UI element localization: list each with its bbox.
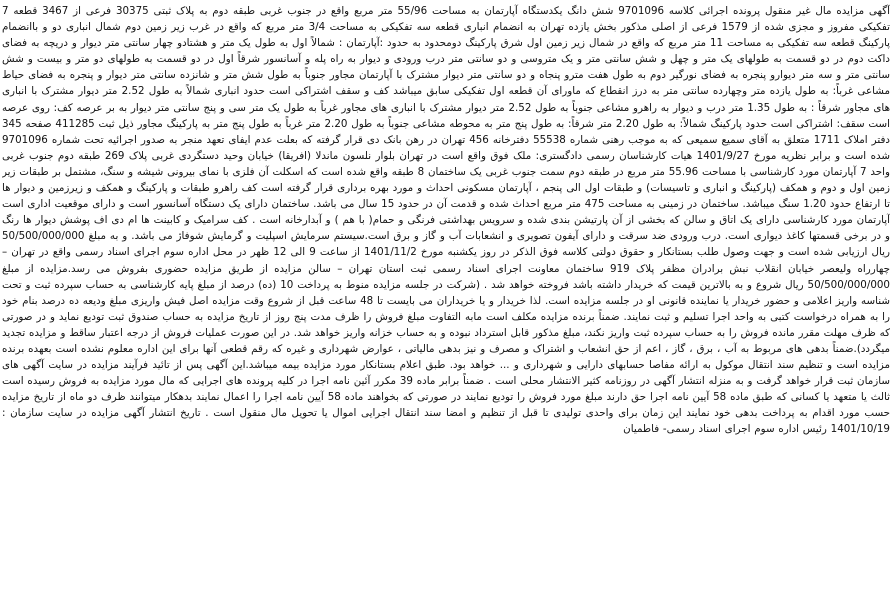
auction-notice-text: آگهی مزایده مال غیر منقول پرونده اجرائی کلاسه 9701096 شش دانگ یکدستگاه آپارتمان به مساحت 55/96 متر مربع واقع در جنوب غربی طبقه دوم به پلاک ثبتی 30375 فرعی از 3467 قطعه 7 تفکیکی مفروز و مجزی شده از 1579 فرعی از اصلی مذکور بخش یازده تهران به انضمام انباری قطعه سه تفکیکی به مساحت 3/4 متر مربع که واقع در غرب زیر زمین دوم شمال انباری دو و باانضمام پارکینگ قطعه سه تفکیکی به مساحت 11 متر مربع که واقع در شمال زیر زمین اول شرق پارکینگ دومحدود به حدود :آپارتمان : شمالاً اول به طول یک متر و هشتادو چهار سانتی متر دیوار و دریچه به فضای داکت دوم در دو قسمت به طولهای یک متر و چهل و شش سانتی متر و یک متروسی و دو سانتی متر درب ورودی و دیوار به راه پله و آسانسور شرقاً اول در دو قسمت به طولهای دو متر و بیست و شش سانتی متر و سه متر دیوارو پنجره به فضای نورگیر دوم به طول هفت مترو پنجاه و دو سانتی متر دیوار مشترک با آپارتمان مجاور جنوباً به طول شش متر و شانزده سانتی متر دیوار و پنجره به فضای حیاط مشاعی غرباً: به طول یازده متر وچهارده سانتی متر به درز انقطاع که ماورای آن قطعه اول تفکیکی سابق میباشد کف و سقف اشتراکی است حدود انباری شمالاً به طول 2.52 متر دیوار مشترک با انباری های مجاور شرقاً : به طول 1.35 متر درب و دیوار به راهرو مشاعی جنوباً به طول 2.52 متر دیوار مشترک با انباری های مجاور غرباً به طول یک متر سی و پنج سانتی متر دیوار به بر عرصه کف: روی عرصه است سقف: اشتراکی است حدود پارکینگ شمالاً: به طول 2.20 متر شرقاً: به طول پنج متر به محوطه مشاعی جنوباً به طول 2.20 متر غرباً به طول پنج متر به پارکینگ مجاور ذیل ثبت 411285 صفحه 345 دفتر املاک 1711 متعلق به آقای سمیع سمیعی که به موجب رهنی شماره 55538 دفترخانه 456 تهران در رهن بانک دی قرار گرفته که بعلت عدم ایفای تعهد منجر به صدور اجرائیه تحت شماره 9701096 شده است و برابر نظریه مورخ 1401/9/27 هیات کارشناسان رسمی دادگستری: ملک فوق واقع است در تهران بلوار نلسون ماندلا (افریقا) خیابان وحید دستگردی غربی پلاک 269 طبقه دوم جنوب غربی واحد 7 آپارتمان مورد کارشناسی با مساحت 55.96 متر مربع در طبقه دوم سمت جنوب غربی یک ساختمان 8 طبقه واقع شده است که اسکلت آن فلزی با نمای بیرونی شیشه و سنگ، مشتمل بر طبقات زیر زمین اول و دوم و همکف (پارکینگ و انباری و تاسیسات) و طبقات اول الی پنجم ، آپارتمان مسکونی احداث و مورد بهره برداری قرار گرفته است کف راهرو طبقات و پارکینگ و همکف و زیرزمین و دیوار ها تا ارتفاع حدود 1.20 سنگ میباشد. ساختمان در زمینی به مساحت 475 متر مربع احداث شده و قدمت آن در حدود 15 سال می باشد. ساختمان دارای یک دستگاه آسانسور است و دارای موقعیت اداری است آپارتمان مورد کارشناسی دارای یک اتاق و سالن که بخشی از آن پارتیشن بندی شده و سرویس بهداشتی فرنگی و حمام( با هم ) و آبدارخانه است . کف سرامیک و کابینت ها ام دی اف پوشش دیوار ها رنگ و در برخی قسمتها کاغذ دیواری است. درب ورودی ضد سرقت و دارای آیفون تصویری و انشعابات آب و گاز و برق است.سیستم سرمایش اسپلیت و گرمایش شوفاژ می باشد. و به مبلغ 50/500/000/000 ریال ارزیابی شده است و جهت وصول طلب بستانکار و حقوق دولتی کلاسه فوق الذکر در روز یکشنبه مورخ 1401/11/2 از ساعت 9 الی 12 ظهر در محل اداره سوم اجرای اسناد رسمی واقع در تهران – چهارراه ولیعصر خیابان انقلاب نبش برادران مظفر پلاک 919 ساختمان معاونت اجرای اسناد رسمی ثبت استان تهران – سالن مزایده از طریق مزایده حضوری بفروش می رسد.مزایده از مبلغ 50/500/000/000 ریال شروع و به بالاترین قیمت که خریدار داشته باشد فروخته خواهد شد . (شرکت در جلسه مزایده منوط به پرداخت 10 (ده) درصد از مبلغ پایه کارشناسی به حساب سپرده ثبت و تحت شناسه واریز اعلامی و حضور خریدار یا نماینده قانونی او در جلسه مزایده است. لذا خریدار و یا خریداران می بایست تا 48 ساعت قبل از شروع وقت مزایده اصل فیش واریزی مبلغ ودیعه ده درصد بنام خود را به همراه درخواست کتبی به واحد اجرا تسلیم و ثبت نمایند. ضمناً برنده مزایده مکلف است مابه التفاوت مبلغ فروش را ظرف مدت پنج روز از تاریخ مزایده به حساب صندوق ثبت تودیع نماید و در صورتی که ظرف مهلت مقرر مانده فروش را به حساب سپرده ثبت واریز نکند، مبلغ مذکور قابل استرداد نبوده و به حساب خزانه واریز خواهد شد. در این صورت عملیات فروش از درجه اعتبار ساقط و مزایده تجدید میگردد).ضمناً بدهی های مربوط به آب ، برق ، گاز ، اعم از حق انشعاب و اشتراک و مصرف و نیز بدهی مالیاتی ، عوارض شهرداری و غیره که رقم قطعی آنها برای این اداره معلوم نشده است بعهده برنده مزایده است و تنظیم سند انتقال موکول به ارائه مفاصا حسابهای دارایی و شهرداری و ... خواهد بود. طبق اعلام بستانکار مورد مزایده بیمه میباشد.این آگهی پس از تائید فرآیند مزایده در سایت آگهی های سازمان ثبت قرار خواهد گرفت و به منزله انتشار آگهی در روزنامه کثیر الانتشار محلی است . ضمناً برابر ماده 39 مکرر آئین نامه اجرا در کلیه پرونده های اجرایی که مال مورد مزایده به فروش رسیده است ثالث یا متعهد یا کسانی که طبق ماده 58 آیین نامه اجرا حق دارند مبلغ مورد فروش را تودیع نمایند در صورتی که بخواهند ماده 58 آیین نامه اجرا را اعمال نمایند بدهکار میتوانند ظرف دو ماه از تاریخ مزایده حسب مورد اقدام به پرداخت بدهی خود نمایند این زمان برای واحدی تولیدی تا قبل از تنظیم و امضا سند انتقال اجرایی اموال یا تحویل مال منقول است . تاریخ انتشار آگهی مزایده در سایت سازمان : 1401/10/19 رئیس اداره سوم اجرای اسناد رسمی- فاطمیان <box>2 5 890 436</box>
